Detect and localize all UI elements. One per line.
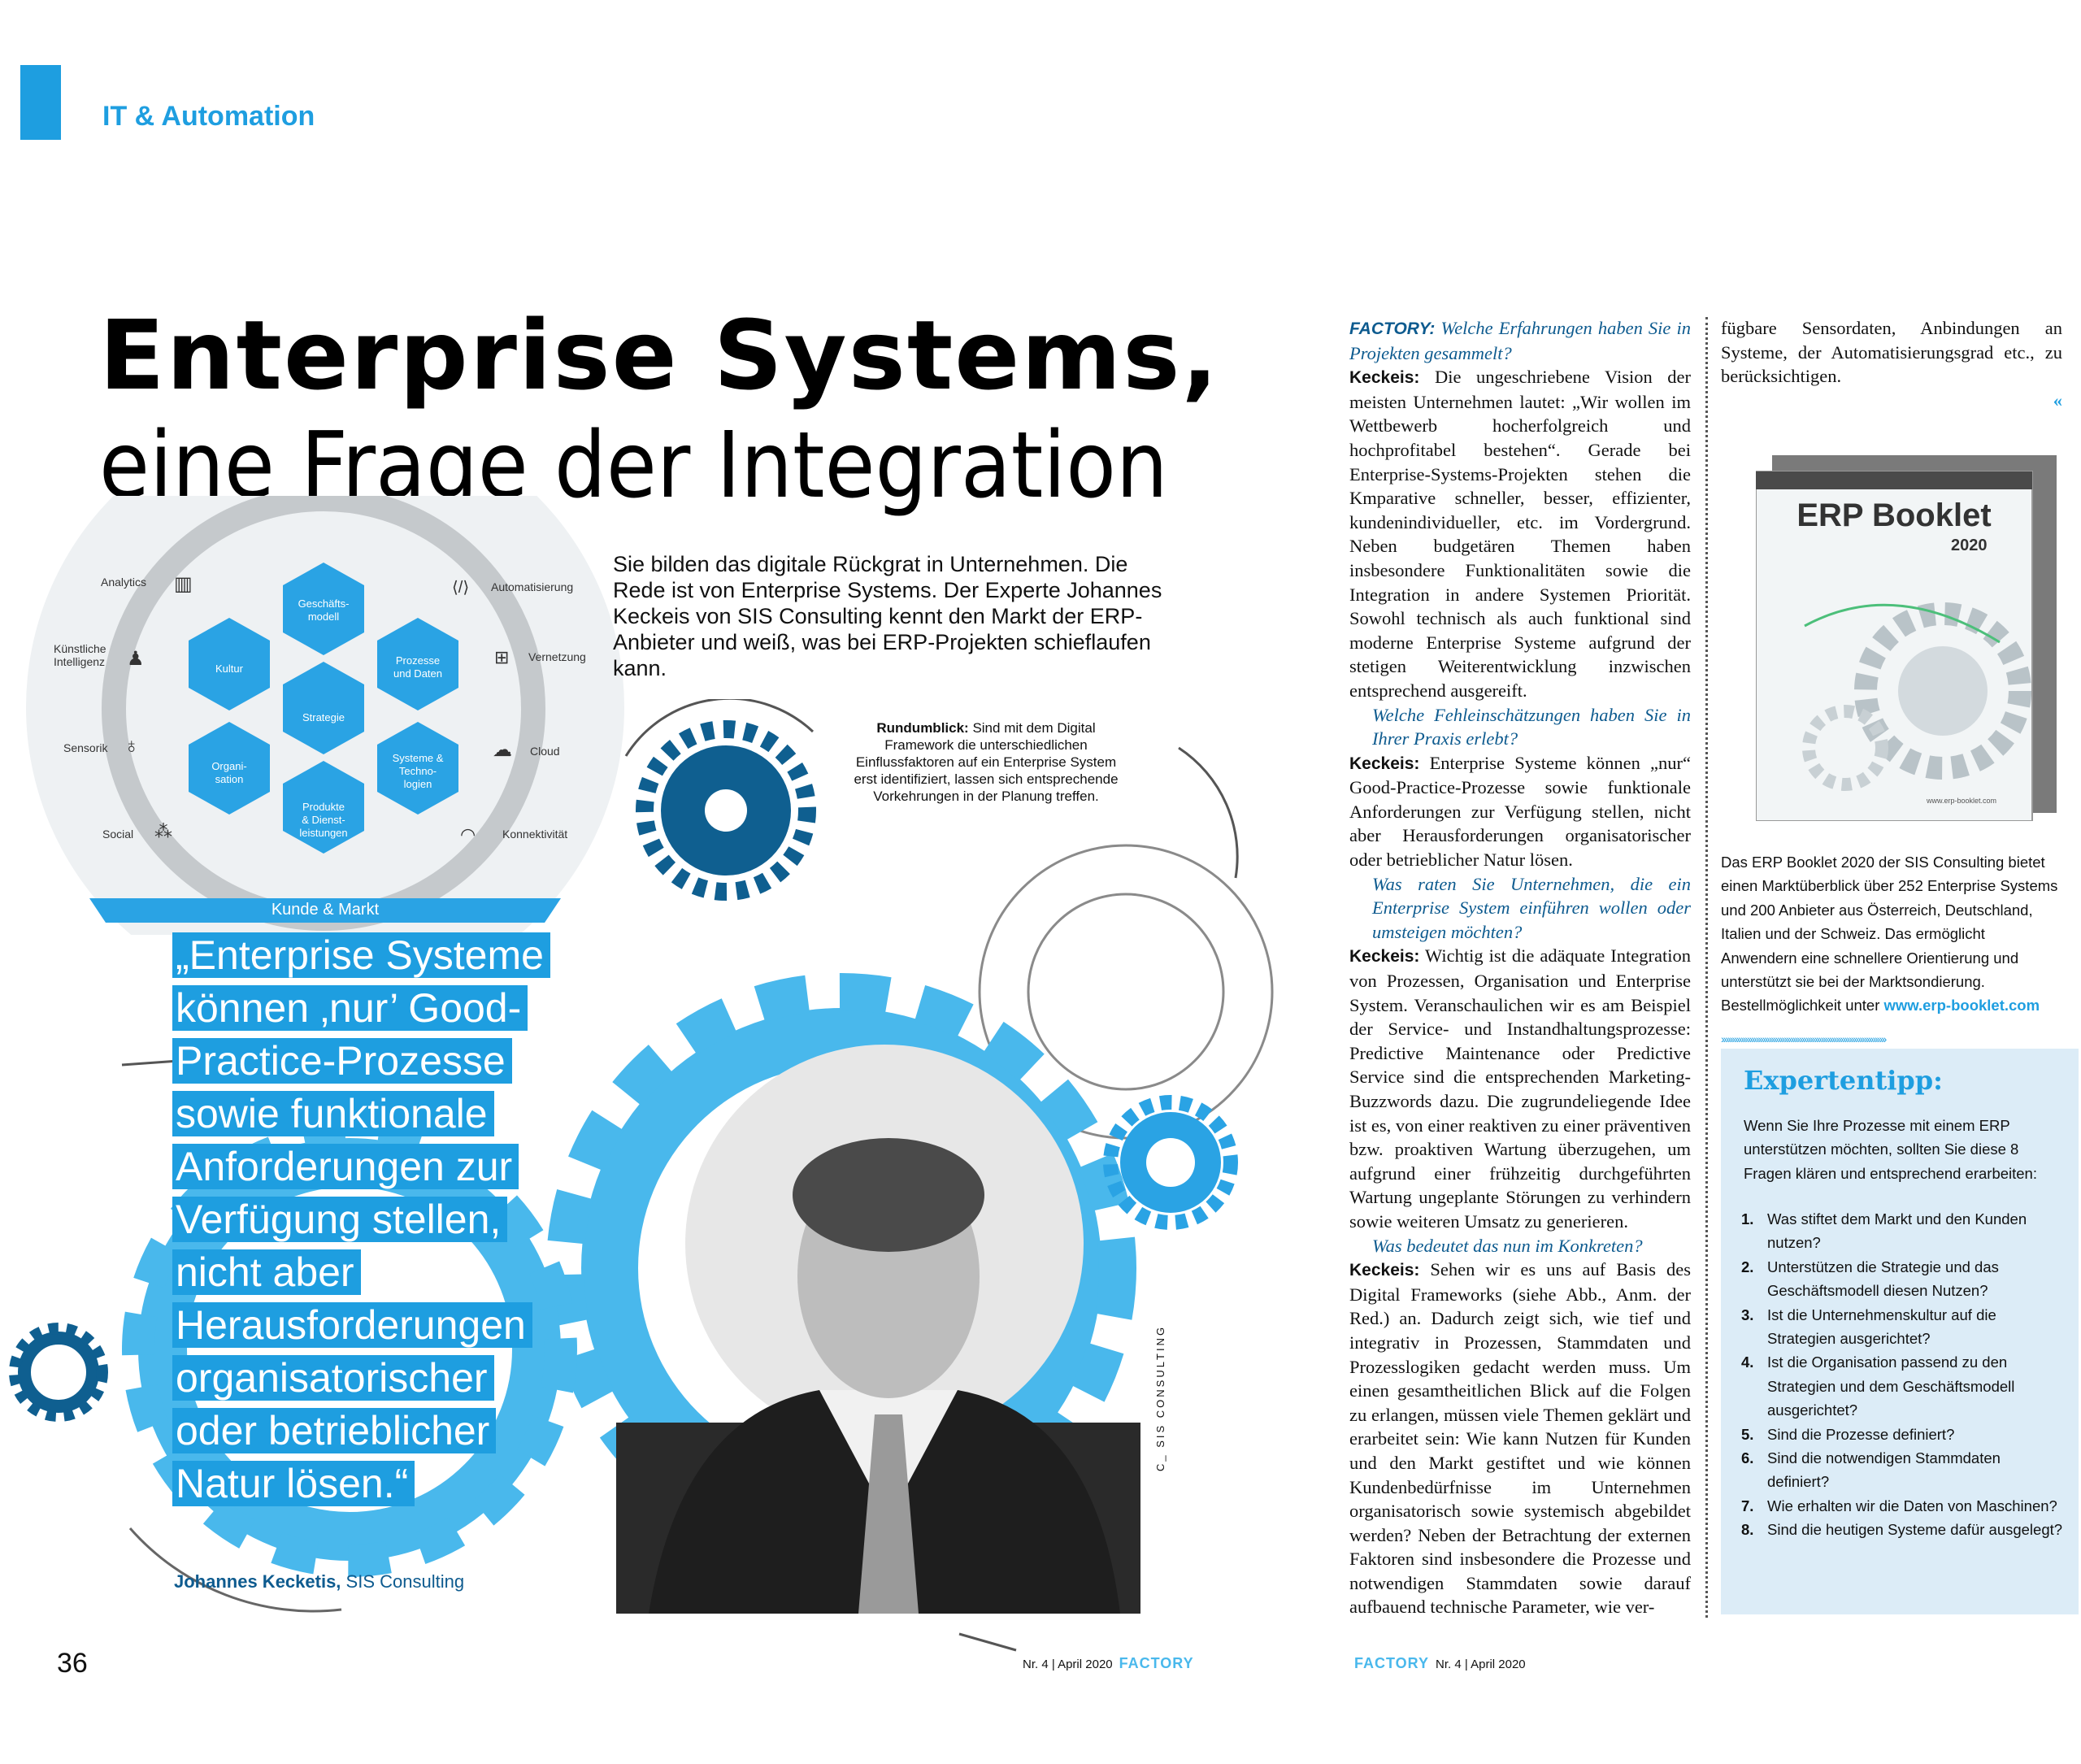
- hex-label-systeme: Systeme & Techno- logien: [392, 752, 444, 790]
- question-1: FACTORY: Welche Erfahrungen haben Sie in Projekten gesammelt?: [1349, 318, 1691, 363]
- quote-author-company: SIS Consulting: [341, 1571, 465, 1592]
- page-number: 36: [57, 1648, 88, 1679]
- hex-label-kultur: Kultur: [215, 663, 243, 675]
- footer-issue-left: Nr. 4 | April 2020: [1023, 1658, 1113, 1671]
- network-icon: ⁂: [154, 821, 172, 841]
- ring-label-cloud: Cloud: [530, 745, 560, 758]
- footer-right: [1348, 1655, 1526, 1672]
- answer-3: Keckeis: Wichtig ist die adäquate Integration von Prozessen, Organisation und Enterprise System. Veranschaulichen wir es am Beispiel der Service- und Instandhaltungsprozesse: Predictive Maintenance oder Predictive Service sind die entsprechenden Marketing-Buzzwords dazu. Die zugrundeliegende Idee ist es, von einer reaktiven zu einer präventiven bzw. proaktiven Wartung überzugehen, um aufgrund einer frühzeitig durchgeführten Wartung ungeplante Störungen zu verhindern sowie weiteren Umsatz zu generieren.: [1349, 945, 1691, 1232]
- hex-label-geschaeftsmodell: Geschäfts- modell: [298, 597, 350, 623]
- list-item: 4. Ist die Organisation passend zu den Strategien und dem Geschäftsmodell ausgerichtet?: [1741, 1353, 2015, 1419]
- list-item: 1. Was stiftet dem Markt und den Kunden nutzen?: [1741, 1210, 2027, 1252]
- footer-left: [1023, 1655, 1201, 1672]
- bulb-icon: ♁: [124, 733, 140, 758]
- question-3: Was raten Sie Unternehmen, die ein Enterprise System einführen wollen oder umsteigen möchten?: [1372, 873, 1691, 942]
- interview-column-2: [1721, 316, 2062, 412]
- hierarchy-icon: ⊞: [494, 647, 510, 667]
- caption-text: Sind mit dem Digital Framework die unterschiedlichen Einflussfaktoren auf ein Enterprise System erst identifiziert, lassen sich entsprechende Vorkehrungen in der Planung treffen.: [854, 720, 1119, 804]
- list-item: 2. Unterstützen die Strategie und das Geschäftsmodell diesen Nutzen?: [1741, 1258, 1999, 1300]
- chevron-divider: ››››››››››››››››››››››››››››››››››››››››››››››››››››››››››››››››››››››››››››: [1721, 1032, 1886, 1045]
- list-item: 8. Sind die heutigen Systeme dafür ausgelegt?: [1741, 1521, 2063, 1539]
- gear-dark-left: [15, 1328, 102, 1416]
- portrait-photo: [616, 1032, 1140, 1614]
- column-divider: [1705, 317, 1708, 1618]
- column-2-text: fügbare Sensordaten, Anbindungen an Systeme, der Automatisierungsgrad etc., zu berücksichtigen.: [1721, 318, 2062, 387]
- headline-line2: eine Frage der Integration: [99, 413, 1168, 519]
- booklet-year: 2020: [1951, 537, 1988, 554]
- interview-column-1: [1349, 316, 1691, 1619]
- question-4: Was bedeutet das nun im Konkreten?: [1372, 1235, 1643, 1256]
- ring-label-sensorik: Sensorik: [63, 741, 108, 754]
- expert-tip-title: Expertentipp:: [1744, 1065, 1943, 1096]
- answer-1: Keckeis: Die ungeschriebene Vision der meisten Unternehmen lautet: „Wir wollen im Wettbewerb hocherfolgreich und hochprofitabel bestehen“. Gerade bei Enterprise-Systems-Projekten stehen die Kmparative schneller, besser, effizienter, kundenindividueller, etc. im Vordergrund. Neben budgetären Themen haben insbesondere Funktionalitäten sowie die Integration in andere Systemen Priorität. Sowohl technisch als auch funktional sind moderne Enterprise Systeme aufgrund der stetigen Weiterentwicklung inzwischen entsprechend ausgereift.: [1349, 367, 1691, 701]
- section-color-bar: [20, 65, 61, 140]
- hex-label-strategie: Strategie: [302, 711, 345, 723]
- booklet-title: ERP Booklet: [1796, 497, 1992, 533]
- hex-label-prozesse: Prozesse und Daten: [393, 654, 442, 680]
- answer-2: Keckeis: Enterprise Systeme können „nur“ Good-Practice-Prozesse sowie funktionale Anforderungen zur Verfügung stellen, nicht aber Herausforderungen organisatorischer oder betrieblicher Natur lösen.: [1349, 752, 1691, 871]
- factory-logo-right: FACTORY: [1354, 1655, 1430, 1671]
- ring-label-konnektivitaet: Konnektivität: [502, 828, 568, 841]
- pull-quote: [172, 929, 554, 1510]
- hex-label-produkte: Produkte & Dienst- leistungen: [299, 801, 348, 839]
- pull-quote-text: „Enterprise Systeme können ‚nur’ Good-Practice-Prozesse sowie funktionale Anforderungen zur Verfügung stellen, nicht aber Herausforderungen organisatorischer oder betrieblicher Natur lösen.“: [172, 932, 550, 1506]
- quote-author: [174, 1571, 464, 1592]
- quote-author-name: Johannes Kecketis,: [174, 1571, 341, 1592]
- signal-icon: ◠: [460, 824, 476, 845]
- headline-line1: Enterprise Systems,: [99, 299, 1220, 411]
- chart-icon: ▥: [174, 573, 193, 595]
- answer-4: Keckeis: Sehen wir es uns auf Basis des Digital Frameworks (siehe Abb., Anm. der Red.) an. Dadurch zeigt sich, wie tief und integrativ in Prozessen, Stammdaten und Prozesslogiken gedacht werden muss. Um einen gesamtheitlichen Blick auf die Folgen zu erlangen, müssen viele Themen geklärt und erarbeitet sein: Wie kann Nutzen für Kunden und den Markt gestiftet und wie können Kundenbedürfnisse im Unternehmen organisatorisch sowie systemisch abgebildet werden? Neben der Betrachtung der externen Faktoren sind insbesondere die Prozesse und notwendigen Stammdaten sowie darauf aufbauend technische Parameter, wie ver-: [1349, 1259, 1691, 1618]
- code-icon: ⟨/⟩: [452, 579, 470, 597]
- list-item: 6. Sind die notwendigen Stammdaten definiert?: [1741, 1449, 2001, 1491]
- arrow-line-bottom: [959, 1634, 1016, 1650]
- expert-tip-list: [1740, 1207, 2065, 1542]
- image-caption: [852, 719, 1120, 805]
- end-mark: «: [2053, 389, 2062, 411]
- list-item: 7. Wie erhalten wir die Daten von Maschinen?: [1741, 1497, 2057, 1514]
- booklet-blurb: Das ERP Booklet 2020 der SIS Consulting bietet einen Marktüberblick über 252 Enterprise Systems und 200 Anbieter aus Österreich, Deutschland, Italien und der Schweiz. Das ermöglicht Anwendern eine schnellere Orientierung und unterstützt sie bei der Marktsondierung. Bestellmöglichkeit unter www.erp-booklet.com: [1721, 854, 2058, 1015]
- cloud-icon: ☁: [493, 739, 512, 761]
- factory-logo-left: FACTORY: [1119, 1655, 1194, 1671]
- ring-label-automatisierung: Automatisierung: [491, 580, 574, 593]
- question-2: Welche Fehleinschätzungen haben Sie in Ihrer Praxis erlebt?: [1372, 704, 1691, 749]
- photo-credit: C_ SIS CONSULTING: [1154, 1324, 1166, 1471]
- footer-issue-right: Nr. 4 | April 2020: [1436, 1658, 1526, 1671]
- section-label: IT & Automation: [102, 101, 315, 132]
- hex-label-organisation: Organi- sation: [211, 760, 247, 785]
- expert-tip-intro: Wenn Sie Ihre Prozesse mit einem ERP unterstützen möchten, sollten Sie diese 8 Fragen klären und entsprechend erarbeiten:: [1744, 1117, 2037, 1182]
- ring-label-ki: Künstliche Intelligenz: [54, 642, 106, 668]
- ring-label-social: Social: [102, 828, 134, 841]
- lead-paragraph: Sie bilden das digitale Rückgrat in Unternehmen. Die Rede ist von Enterprise Systems. Der Experte Johannes Keckeis von SIS Consulting kennt den Markt der ERP-Anbieter und weiß, was bei ERP-Projekten schieflaufen kann.: [613, 552, 1162, 680]
- booklet-url: www.erp-booklet.com: [1927, 797, 1997, 805]
- caption-lead: Rundumblick:: [876, 720, 969, 736]
- list-item: 3. Ist die Unternehmenskultur auf die Strategien ausgerichtet?: [1741, 1306, 1996, 1348]
- gear-dark-top: [645, 729, 807, 892]
- ring-label-vernetzung: Vernetzung: [528, 650, 586, 663]
- robot-icon: ♟: [127, 648, 145, 670]
- ring-label-analytics: Analytics: [101, 576, 147, 589]
- booklet-link[interactable]: www.erp-booklet.com: [1883, 997, 2040, 1015]
- list-item: 5. Sind die Prozesse definiert?: [1741, 1425, 1955, 1443]
- diagram-bottom-label: Kunde & Markt: [271, 901, 380, 919]
